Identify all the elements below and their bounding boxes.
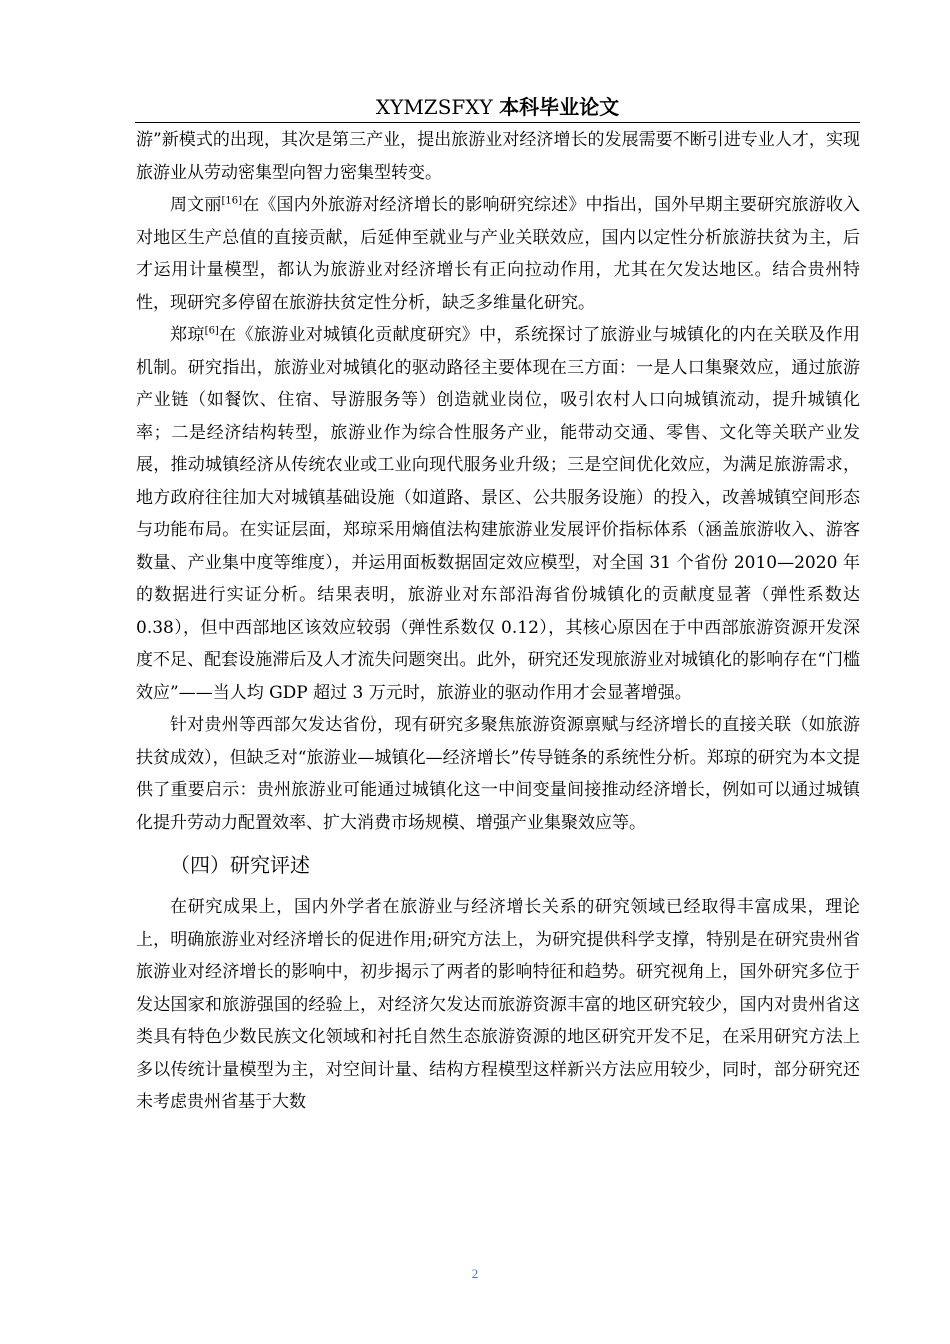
paragraph-text: 在《国内外旅游对经济增长的影响研究综述》中指出，国外早期主要研究旅游收入对地区生产总值的直接贡献，后延伸至就业与产业关联效应，国内以定性分析旅游扶贫为主，后才运用计量模型，都认为旅游业对经济增长有正向拉动作用，尤其在欠发达地区。结合贵州特性，现研究多停留在旅游扶贫定性分析，缺乏多维量化研究。 bbox=[136, 195, 861, 313]
section-heading: （四）研究评述 bbox=[170, 853, 310, 877]
author-name: 周文丽 bbox=[170, 195, 222, 215]
header-latin: XYMZSFXY bbox=[375, 95, 493, 119]
paragraph-2 bbox=[136, 189, 860, 319]
paragraph-1: 游”新模式的出现，其次是第三产业，提出旅游业对经济增长的发展需要不断引进专业人才，实现旅游业从劳动密集型向智力密集型转变。 bbox=[136, 130, 860, 183]
citation-ref: [16] bbox=[221, 195, 243, 207]
author-name: 郑琼 bbox=[170, 325, 205, 345]
citation-ref: [6] bbox=[204, 325, 219, 337]
paragraph-text: 在《旅游业对城镇化贡献度研究》中，系统探讨了旅游业与城镇化的内在关联及作用机制。研究指出，旅游业对城镇化的驱动路径主要体现在三方面：一是人口集聚效应，通过旅游产业链（如餐饮、住宿、导游服务等）创造就业岗位，吸引农村人口向城镇流动，提升城镇化率；二是经济结构转型，旅游业作为综合性服务产业，能带动交通、零售、文化等关联产业发展，推动城镇经济从传统农业或工业向现代服务业升级；三是空间优化效应，为满足旅游需求，地方政府往往加大对城镇基础设施（如道路、景区、公共服务设施）的投入，改善城镇空间形态与功能布局。在实证层面，郑琼采用熵值法构建旅游业发展评价指标体系（涵盖旅游收入、游客数量、产业集中度等维度），并运用面板数据固定效应模型，对全国 31 个省份 2010—2020 年的数据进行实证分析。结果表明，旅游业对东部沿海省份城镇化的贡献度显著（弹性系数达 0.38），但中西部地区该效应较弱（弹性系数仅 0.12），其核心原因在于中西部旅游资源开发深度不足、配套设施滞后及人才流失问题突出。此外，研究还发现旅游业对城镇化的影响存在“门槛效应”——当人均 GDP 超过 3 万元时，旅游业的驱动作用才会显著增强。 bbox=[136, 325, 861, 703]
paragraph-5: 在研究成果上，国内外学者在旅游业与经济增长关系的研究领域已经取得丰富成果，理论上，明确旅游业对经济增长的促进作用;研究方法上，为研究提供科学支撑，特别是在研究贵州省旅游业对经济增长的影响中，初步揭示了两者的影响特征和趋势。研究视角上，国外研究多位于发达国家和旅游强国的经验上，对经济欠发达而旅游资源丰富的地区研究较少，国内对贵州省这类具有特色少数民族文化领域和衬托自然生态旅游资源的地区研究开发不足，在采用研究方法上多以传统计量模型为主，对空间计量、结构方程模型这样新兴方法应用较少，同时，部分研究还未考虑贵州省基于大数 bbox=[136, 897, 860, 1112]
page-number: 2 bbox=[471, 1266, 479, 1281]
running-header bbox=[135, 92, 860, 123]
body-text bbox=[136, 124, 860, 1119]
paragraph-3 bbox=[136, 319, 860, 709]
paragraph-4: 针对贵州等西部欠发达省份，现有研究多聚焦旅游资源禀赋与经济增长的直接关联（如旅游扶贫成效），但缺乏对“旅游业—城镇化—经济增长”传导链条的系统性分析。郑琼的研究为本文提供了重要启示：贵州旅游业可能通过城镇化这一中间变量间接推动经济增长，例如可以通过城镇化提升劳动力配置效率、扩大消费市场规模、增强产业集聚效应等。 bbox=[136, 715, 860, 833]
header-title: 本科毕业论文 bbox=[499, 95, 620, 119]
